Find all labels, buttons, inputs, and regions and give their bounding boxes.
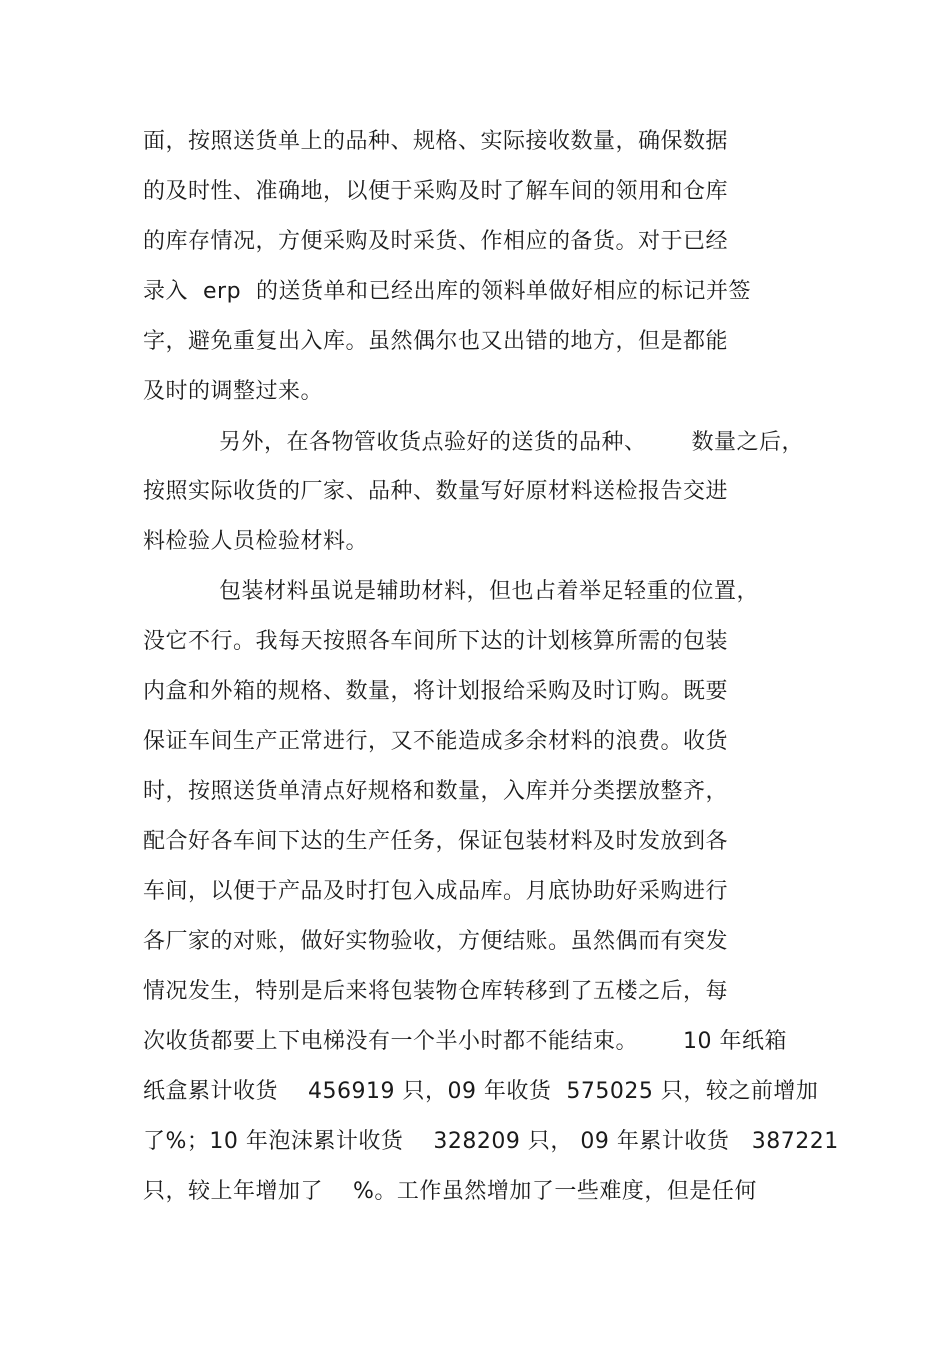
text-line: 情况发生，特别是后来将包装物仓库转移到了五楼之后，每: [143, 979, 729, 1004]
text-line: 配合好各车间下达的生产任务，保证包装材料及时发放到各: [143, 829, 729, 854]
text-line: 料检验人员检验材料。: [143, 529, 369, 554]
text-line: 内盒和外箱的规格、数量，将计划报给采购及时订购。既要: [143, 679, 729, 704]
text-line: 次收货都要上下电梯没有一个半小时都不能结束。 10 年纸箱: [143, 1029, 787, 1054]
text-line: 按照实际收货的厂家、品种、数量写好原材料送检报告交进: [143, 479, 729, 504]
text-line: 字，避免重复出入库。虽然偶尔也又出错的地方，但是都能: [143, 329, 729, 354]
text-line: 车间，以便于产品及时打包入成品库。月底协助好采购进行: [143, 879, 729, 904]
text-line: 保证车间生产正常进行，又不能造成多余材料的浪费。收货: [143, 729, 729, 754]
text-line: 的及时性、准确地，以便于采购及时了解车间的领用和仓库: [143, 179, 729, 204]
text-line: 了%；10 年泡沫累计收货 328209 只， 09 年累计收货 387221: [143, 1129, 839, 1154]
text-line: 各厂家的对账，做好实物验收，方便结账。虽然偶而有突发: [143, 929, 729, 954]
text-line: 录入 erp 的送货单和已经出库的领料单做好相应的标记并签: [143, 279, 752, 304]
text-line: 及时的调整过来。: [143, 379, 324, 404]
text-line: 面，按照送货单上的品种、规格、实际接收数量，确保数据: [143, 129, 729, 154]
paragraph-first-line: 另外，在各物管收货点验好的送货的品种、 数量之后，: [219, 430, 804, 455]
paragraph-first-line: 包装材料虽说是辅助材料，但也占着举足轻重的位置，: [219, 579, 760, 604]
text-line: 没它不行。我每天按照各车间所下达的计划核算所需的包装: [143, 629, 729, 654]
text-line: 只，较上年增加了 %。工作虽然增加了一些难度，但是任何: [143, 1179, 757, 1204]
text-line: 纸盒累计收货 456919 只，09 年收货 575025 只，较之前增加: [143, 1079, 819, 1104]
text-line: 时，按照送货单清点好规格和数量，入库并分类摆放整齐，: [143, 779, 729, 804]
text-line: 的库存情况，方便采购及时采货、作相应的备货。对于已经: [143, 229, 729, 254]
